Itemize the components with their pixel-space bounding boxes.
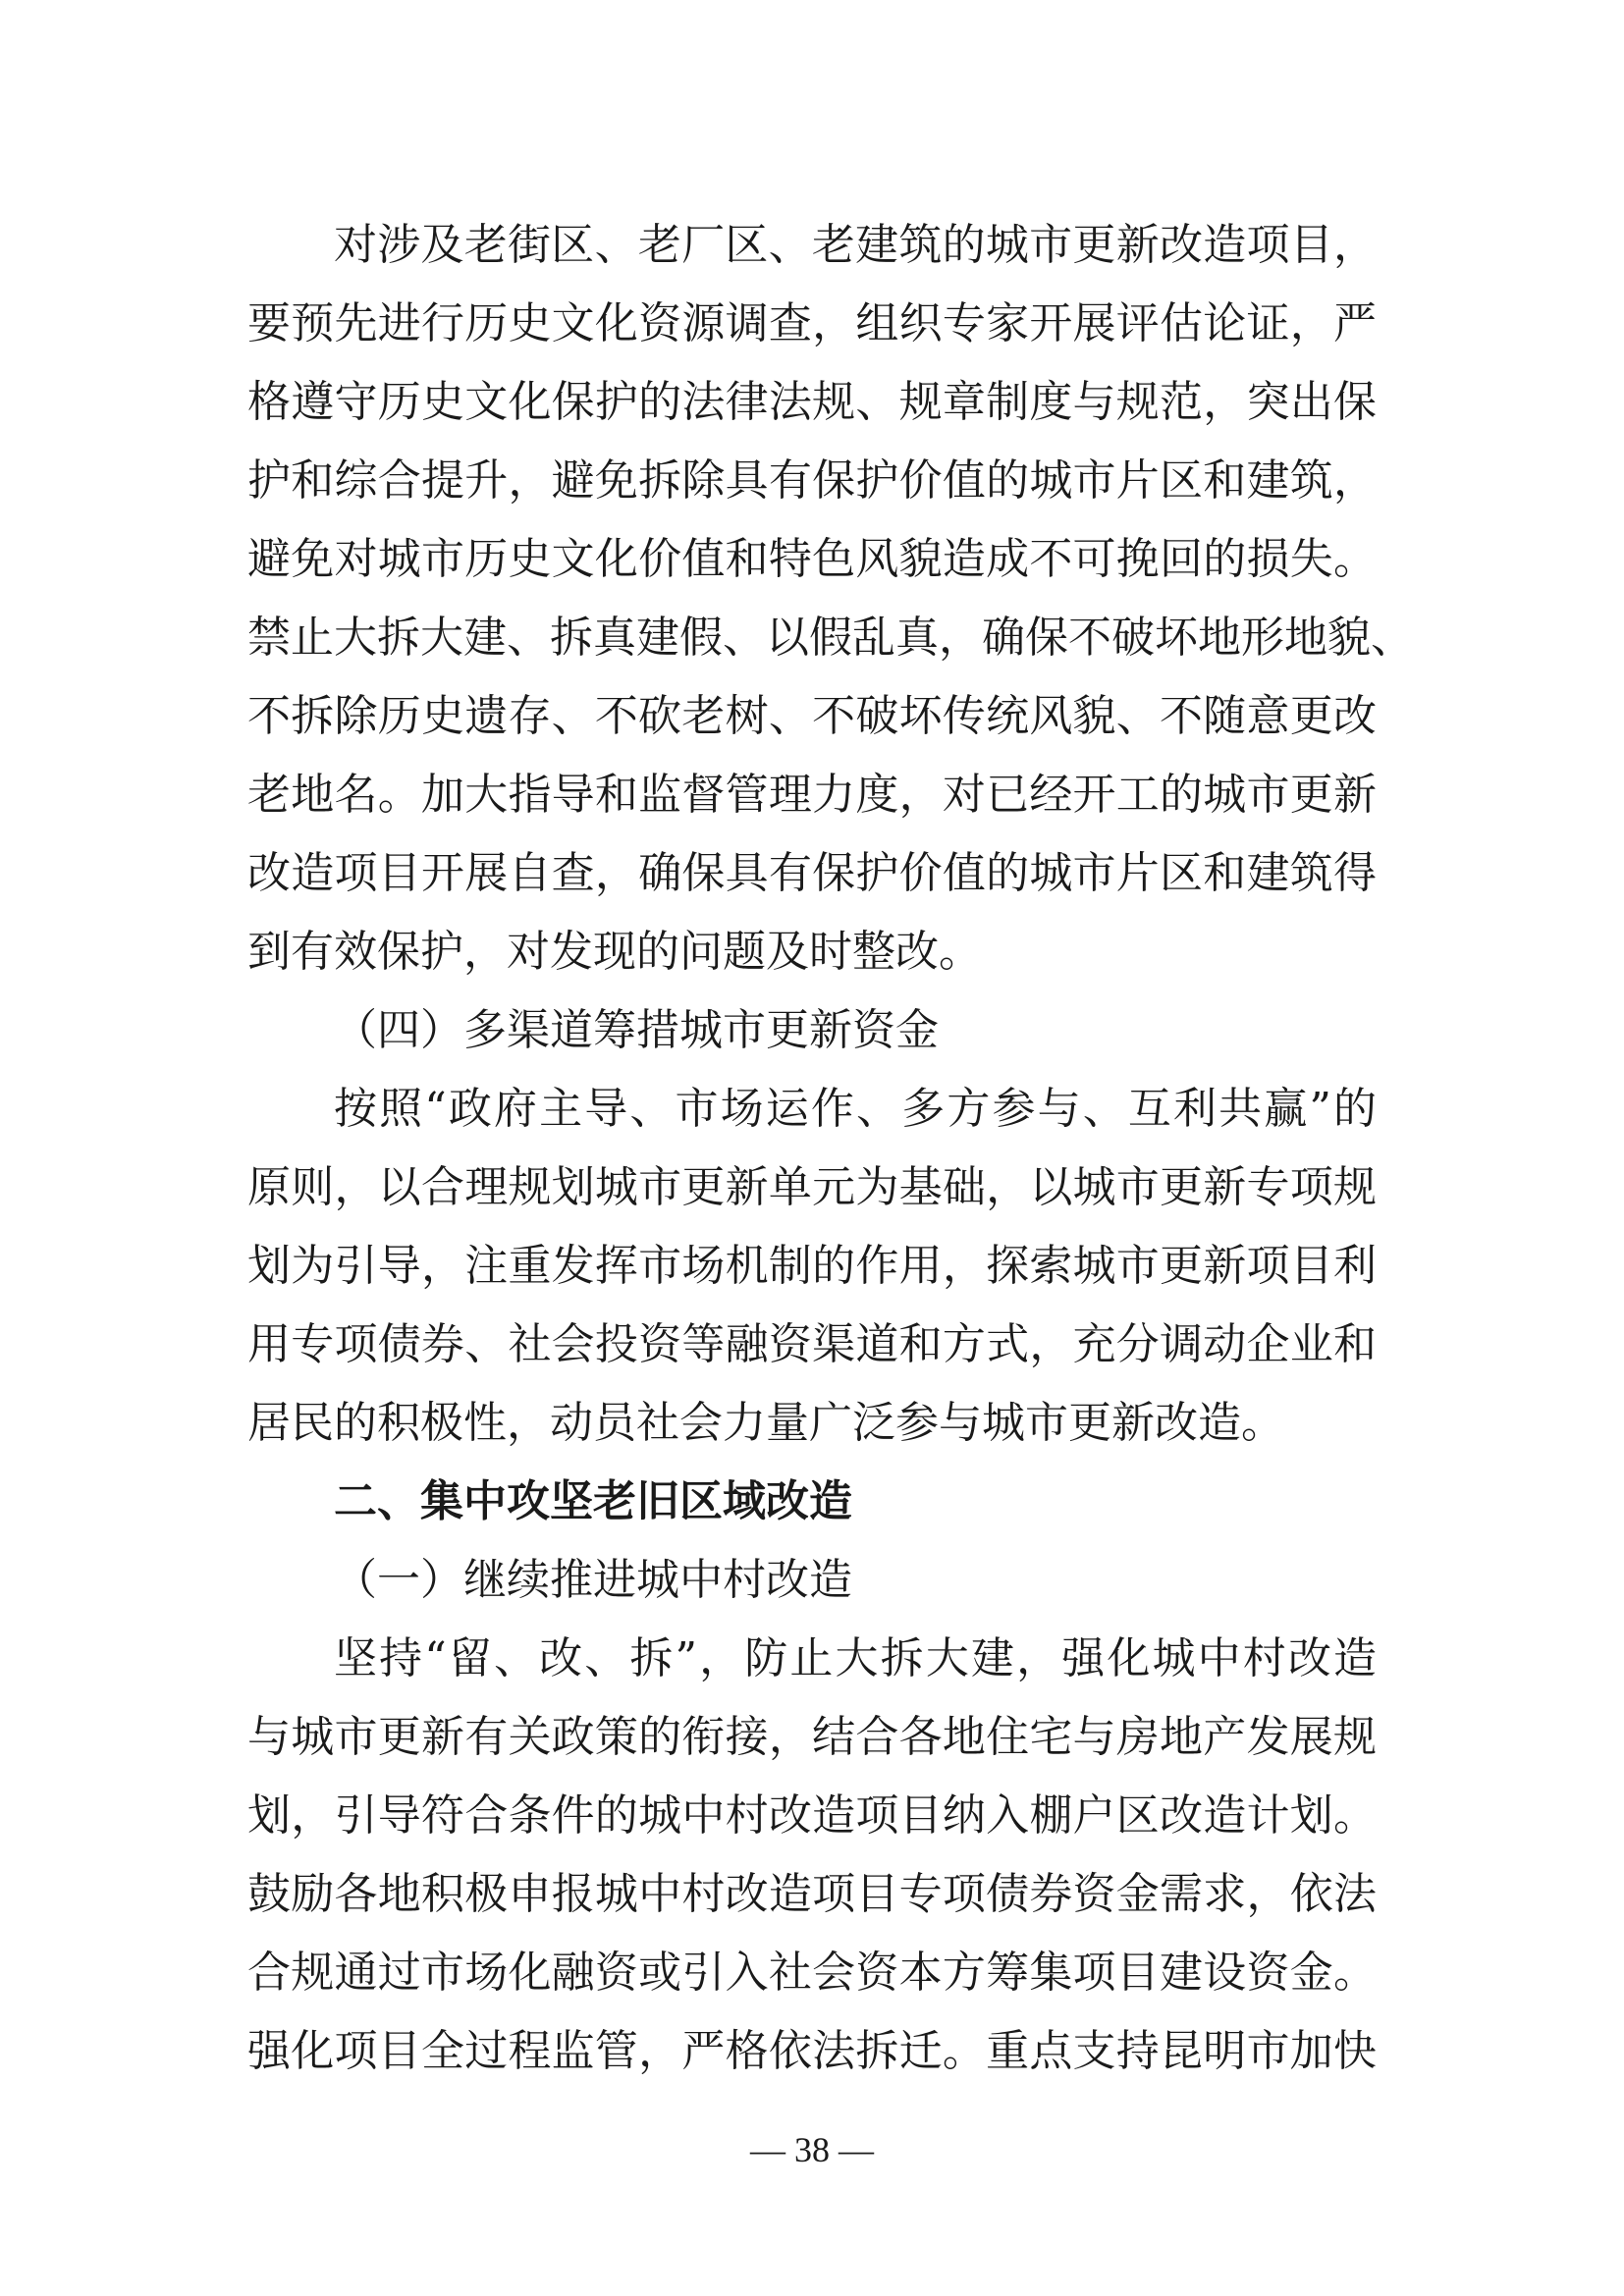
paragraph-line: 划为引导，注重发挥市场机制的作用，探索城市更新项目利 — [247, 1241, 1377, 1291]
section-heading: 二、集中攻坚老旧区域改造 — [334, 1476, 852, 1526]
paragraph-line: 坚持“留、改、拆”，防止大拆大建，强化城中村改造 — [334, 1633, 1377, 1683]
paragraph-line: 避免对城市历史文化价值和特色风貌造成不可挽回的损失。 — [247, 534, 1377, 584]
subsection-heading: （四）多渠道筹措城市更新资金 — [334, 1005, 939, 1055]
subsection-heading: （一）继续推进城中村改造 — [334, 1555, 852, 1605]
page-number: — 38 — — [750, 2130, 874, 2169]
paragraph-line: 与城市更新有关政策的衔接，结合各地住宅与房地产发展规 — [247, 1712, 1377, 1762]
paragraph-line: 老地名。加大指导和监督管理力度，对已经开工的城市更新 — [247, 770, 1377, 820]
paragraph-line: 禁止大拆大建、拆真建假、以假乱真，确保不破坏地形地貌、 — [247, 613, 1414, 663]
paragraph-line: 合规通过市场化融资或引入社会资本方筹集项目建设资金。 — [247, 1948, 1377, 1998]
paragraph-line: 居民的积极性，动员社会力量广泛参与城市更新改造。 — [247, 1398, 1284, 1448]
paragraph-line: 不拆除历史遗存、不砍老树、不破坏传统风貌、不随意更改 — [247, 691, 1377, 741]
paragraph-line: 鼓励各地积极申报城中村改造项目专项债券资金需求，依法 — [247, 1869, 1377, 1919]
paragraph-line: 护和综合提升，避免拆除具有保护价值的城市片区和建筑， — [247, 455, 1377, 506]
paragraph-line: 强化项目全过程监管，严格依法拆迁。重点支持昆明市加快 — [247, 2026, 1377, 2076]
paragraph-line: 要预先进行历史文化资源调查，组织专家开展评估论证，严 — [247, 298, 1377, 348]
paragraph-line: 到有效保护，对发现的问题及时整改。 — [247, 927, 982, 977]
paragraph-line: 格遵守历史文化保护的法律法规、规章制度与规范，突出保 — [247, 377, 1377, 427]
paragraph-line: 划，引导符合条件的城中村改造项目纳入棚户区改造计划。 — [247, 1790, 1377, 1841]
paragraph-line: 原则，以合理规划城市更新单元为基础，以城市更新专项规 — [247, 1162, 1377, 1212]
paragraph-line: 改造项目开展自查，确保具有保护价值的城市片区和建筑得 — [247, 848, 1377, 898]
paragraph-line: 对涉及老街区、老厂区、老建筑的城市更新改造项目， — [334, 220, 1377, 270]
paragraph-line: 按照“政府主导、市场运作、多方参与、互利共赢”的 — [334, 1084, 1377, 1134]
paragraph-line: 用专项债券、社会投资等融资渠道和方式，充分调动企业和 — [247, 1319, 1377, 1369]
